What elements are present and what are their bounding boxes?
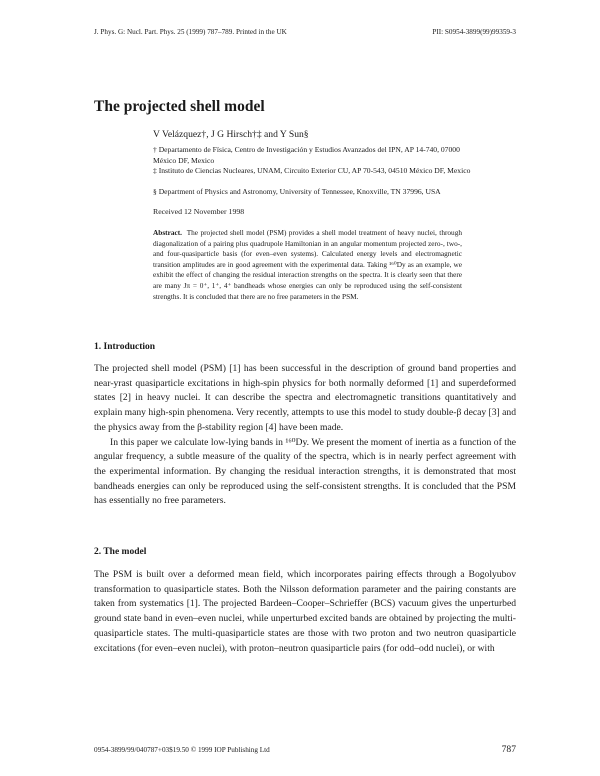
abstract-label: Abstract.: [153, 228, 182, 237]
page-number: 787: [501, 744, 516, 755]
running-header-pii: PII: S0954-3899(99)99359-3: [432, 28, 516, 36]
paper-title: The projected shell model: [94, 98, 265, 115]
abstract: [153, 228, 462, 302]
paragraph: The projected shell model (PSM) [1] has been successful in the description of ground band properties and near-yrast quasiparticle excitations in high-spin physics for both normally deformed [1] and superdeformed states [2] in heavy nuclei. It can describe the spectra and electromagnetic transitions quantitatively and explain many high-spin phenomena. Very recently, attempts to use this model to study double-β decay [3] and the physics away from the β-stability region [4] have been made.: [94, 363, 516, 433]
paragraph: In this paper we calculate low-lying bands in ¹⁶⁰Dy. We present the moment of inertia as a function of the angular frequency, a subtle measure of the quality of the spectra, which is in nearly perfect agreement with the experimental information. By changing the residual interaction strengths, it is demonstrated that most bandheads energies can only be reproduced using the self-consistent strengths. It is concluded that the PSM has essentially no free parameters.: [94, 436, 516, 507]
running-header-journal: J. Phys. G: Nucl. Part. Phys. 25 (1999) 787–789. Printed in the UK: [94, 28, 287, 36]
section-heading-introduction: 1. Introduction: [94, 342, 156, 352]
section-body-introduction: [94, 362, 516, 509]
abstract-text: The projected shell model (PSM) provides a shell model treatment of heavy nuclei, through diagonalization of a pairing plus quadrupole Hamiltonian in an angular momentum projected zero-, two-, and four-quasiparticle basis (for even–even systems). Calculated energy levels and electromagnetic transition amplitudes are in good agreement with the experimental data. Taking ¹⁶⁰Dy as an example, we exhibit the effect of changing the residual interaction strengths on the spectra. It is clearly seen that there are many Jπ = 0⁺, 1⁺, 4⁺ bandheads whose energies can only be reproduced using the self-consistent strengths. It is concluded that there are no free parameters in the PSM.: [153, 228, 462, 301]
received-date: Received 12 November 1998: [153, 207, 245, 216]
affiliation: † Departamento de Física, Centro de Investigación y Estudios Avanzados del IPN, AP 14-740, 07000 México DF, Mexico: [153, 145, 460, 165]
section-heading-model: 2. The model: [94, 547, 147, 557]
author-list: V Velázquez†, J G Hirsch†‡ and Y Sun§: [153, 129, 309, 140]
section-body-model: [94, 568, 516, 656]
affiliation: § Department of Physics and Astronomy, University of Tennessee, Knoxville, TN 37996, USA: [153, 187, 441, 196]
affiliation: ‡ Instituto de Ciencias Nucleares, UNAM, Circuito Exterior CU, AP 70-543, 04510 México DF, Mexico: [153, 166, 471, 175]
paragraph: The PSM is built over a deformed mean field, which incorporates pairing effects through a Bogolyubov transformation to quasiparticle states. Both the Nilsson deformation parameter and the pairing constants are taken from systematics [1]. The projected Bardeen–Cooper–Schrieffer (BCS) vacuum gives the unperturbed ground state band in even–even nuclei, while unperturbed excited bands are obtained by projecting the multi-quasiparticle states. The multi-quasiparticle states are those with two proton and two neutron quasiparticle excitations (for even–even nuclei), with proton–neutron quasiparticle pairs (for odd–odd nuclei), or with: [94, 569, 516, 654]
footer-copyright: 0954-3899/99/040787+03$19.50 © 1999 IOP Publishing Ltd: [94, 746, 270, 754]
